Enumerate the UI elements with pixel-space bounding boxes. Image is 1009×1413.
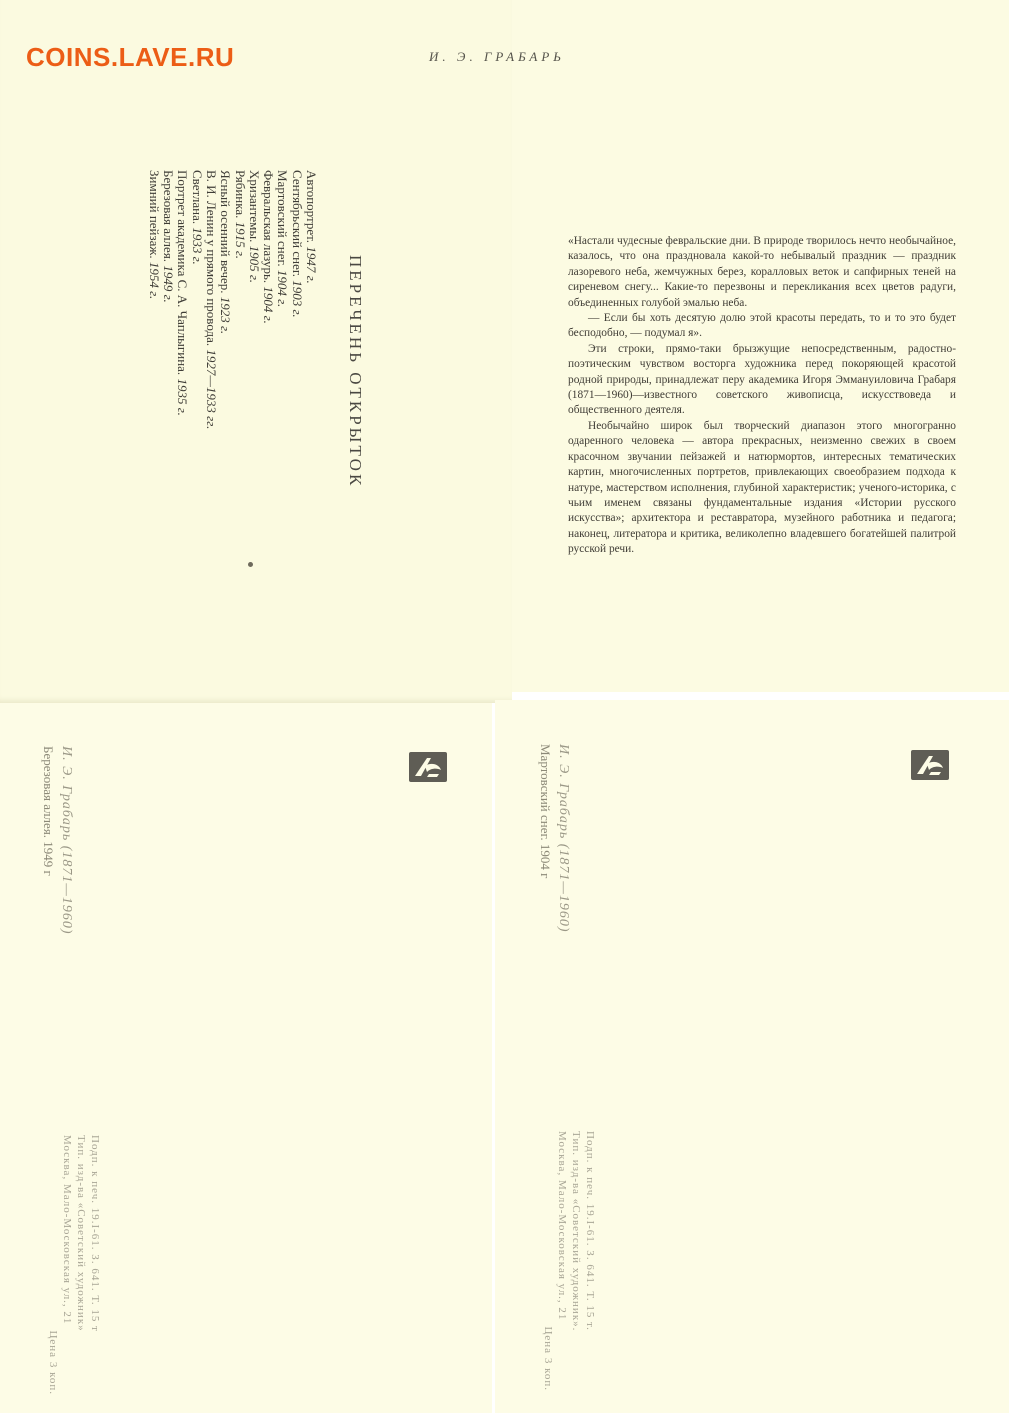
- card-title: Березовая аллея. 1949 г: [41, 746, 56, 876]
- imprint-line: Тип. изд-ва «Советский художник»: [75, 1135, 87, 1332]
- list-item: Зимний пейзаж. 1954 г.: [146, 170, 162, 300]
- list-item: Мартовский снег. 1904 г.: [275, 170, 291, 308]
- imprint-line: Цена 3 коп.: [47, 1330, 59, 1395]
- publisher-logo-icon: [409, 752, 447, 782]
- author-heading: И. Э. ГРАБАРЬ: [429, 49, 565, 64]
- essay-paragraph: Эти строки, прямо-таки брызжущие непосредственным, радостно-поэтическим чувством восторга художника перед покоряющей красотой родной природы, принадлежат перу академика Игоря Эммануиловича Грабаря (1871—1960)—известного советского живописца, искусствоведа и общественного деятеля.: [568, 342, 956, 417]
- list-item: В. И. Ленин у прямого провода. 1927—1933 гг.: [203, 170, 219, 430]
- card-author: И. Э. Грабарь (1871—1960): [59, 746, 74, 935]
- card-imprint: [541, 1131, 597, 1391]
- imprint-line: Подп. к печ. 19.I-61. З. 641. Т. 15 т: [89, 1135, 101, 1332]
- list-item: Ясный осенний вечер. 1923 г.: [218, 170, 234, 335]
- essay-paragraph: Необычайно широк был творческий диапазон этого многогранно одаренного человека — автора прекрасных, неизменно свежих в своем красочном звучании пейзажей и натюрмортов, интересных тематических картин, многочисленных портретов, привлекающих своеобразием подхода к натуре, мастерством исполнения, глубиной характеристик; ученого-историка, с чьим именем связаны фундаментальные издания «Истории русского искусства»; архитектора и реставратора, музейного работника и педагога; наконец, литератора и критика, великолепно владевшего богатейшей палитрой русской речи.: [568, 419, 956, 556]
- postcard-list: [146, 170, 318, 530]
- imprint-line: Цена 3 коп.: [542, 1326, 554, 1391]
- imprint-line: Москва, Мало-Московская ул., 21: [61, 1135, 73, 1325]
- list-item: Рябинка. 1915 г.: [232, 170, 248, 260]
- essay-paragraph: — Если бы хоть десятую долю этой красоты передать, то и то это будет бесподобно, — подумал я».: [568, 312, 956, 340]
- list-item: Сентябрьский снег. 1903 г.: [289, 170, 305, 318]
- imprint-line: Тип. изд-ва «Советский художник».: [570, 1131, 582, 1332]
- hole-dot: [248, 562, 253, 567]
- imprint-line: Москва, Мало-Московская ул., 21: [556, 1131, 568, 1321]
- essay-text: [568, 234, 956, 558]
- list-item: Автопортрет. 1947 г.: [304, 170, 319, 284]
- card-author: И. Э. Грабарь (1871—1960): [556, 744, 571, 933]
- list-item: Светлана. 1933 г.: [189, 170, 205, 265]
- list-title: ПЕРЕЧЕНЬ ОТКРЫТОК: [346, 255, 365, 489]
- essay-paragraph: «Настали чудесные февральские дни. В природе творилось нечто необычайное, казалось, что она праздновала какой-то небывалый праздник — праздник лазоревого неба, жемчужных берез, коралловых веток и сапфирных теней на сиреневом снегу... Какие-то перезвоны и перекликания всех цветов радуги, объединенных голубой эмалью неба.: [568, 235, 956, 309]
- list-item: Февральская лазурь. 1904 г.: [261, 170, 277, 324]
- imprint-line: Подп. к печ. 19.I-61. З. 641. Т. 15 т.: [584, 1131, 596, 1331]
- card-title: Мартовский снег. 1904 г: [538, 744, 553, 879]
- publisher-logo-icon: [911, 750, 949, 780]
- list-item: Березовая аллея. 1949 г.: [161, 170, 177, 303]
- watermark: COINS.LAVE.RU: [26, 42, 235, 72]
- list-item: Хризантемы. 1905 г.: [246, 170, 262, 284]
- card-imprint: [46, 1135, 102, 1395]
- list-item: Портрет академика С. А. Чаплыгина. 1935 г.: [175, 170, 191, 416]
